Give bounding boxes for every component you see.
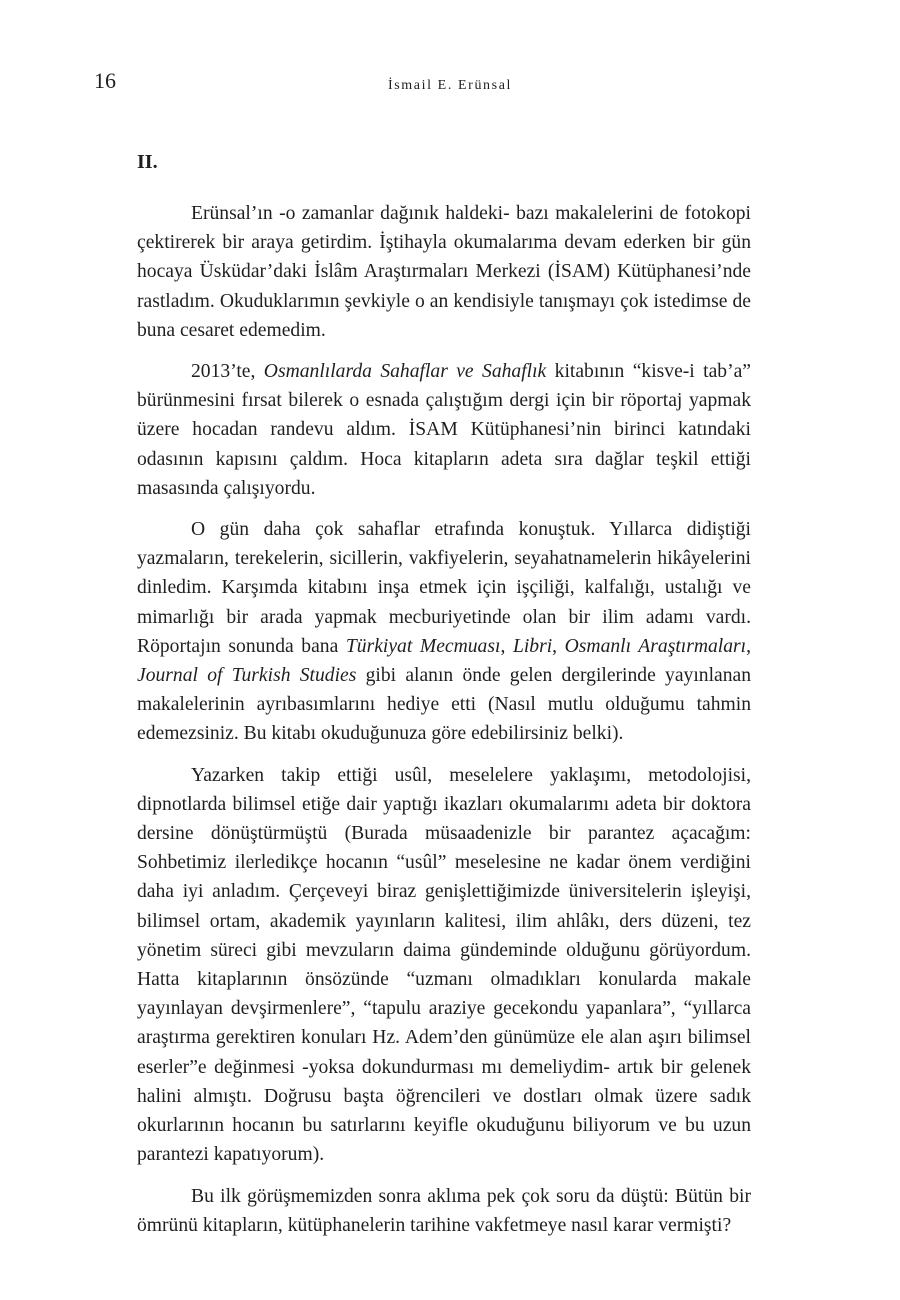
text-run: kitabının “kisve-i tab’a” bürünmesini fırsat bilerek o esnada çalıştığım dergi için bir röportaj yapmak üzere hocadan randevu aldım. İSAM Kütüphanesi’nin birinci katındaki odasının kapısını çaldım. Hoca kitapların adeta sıra dağlar teşkil ettiği masasında çalışıyordu.	[137, 361, 751, 499]
paragraph-2	[137, 357, 751, 503]
paragraph-3	[137, 515, 751, 749]
text-run: Yazarken takip ettiği usûl, meselelere yaklaşımı, metodolojisi, dipnotlarda bilimsel etiğe dair yaptığı ikazları okumalarımı adeta bir doktora dersine dönüştürmüştü (Burada müsaadenizle bir parantez açacağım: Sohbetimiz ilerledikçe hocanın “usûl” meselesine ne kadar önem verdiğini daha iyi anladım. Çerçeveyi biraz genişlettiğimizde üniversitelerin işleyişi, bilimsel ortam, akademik yayınların kalitesi, ilim ahlâkı, ders düzeni, tez yönetim süreci gibi mevzuların daima gündeminde olduğunu görüyordum. Hatta kitaplarının önsözünde “uzmanı olmadıkları konularda makale yayınlayan devşirmenlere”, “tapulu araziye gecekondu yapanlara”, “yıllarca araştırma gerektiren konuları Hz. Adem’den günümüze ele alan aşırı bilimsel eserler”e değinmesi -yoksa dokundurması mı demeliydim- artık bir gelenek halini almıştı. Doğrusu başta öğrencileri ve dostları olmak üzere sadık okurlarının hocanın bu satırlarını keyifle okuduğunu biliyorum ve bu uzun parantezi kapatıyorum).	[137, 764, 751, 1166]
text-run: gibi alanın önde gelen dergilerinde yayınlanan makalelerinin ayrıbasımlarını hediye etti (Nasıl mutlu olduğumu tahmin edemezsiniz. Bu kitabı okuduğunuza göre edebilirsiniz belki).	[137, 665, 752, 745]
journal-title-italic: Türkiyat Mecmuası	[345, 635, 501, 657]
text-run: Bu ilk görüşmemizden sonra aklıma pek çok soru da düştü: Bütün bir ömrünü kitapların, kütüphanelerin tarihine vakfetmeye nasıl karar vermişti?	[137, 1185, 751, 1236]
journal-title-italic: Libri	[512, 635, 553, 657]
paragraph-4	[137, 761, 751, 1170]
journal-title-italic: Osmanlı Araştırmaları	[564, 635, 747, 657]
journal-title-italic: Journal of Turkish Studies	[137, 665, 357, 687]
text-run: ,	[552, 635, 565, 657]
book-title-italic: Osmanlılarda Sahaflar ve Sahaflık	[263, 361, 547, 383]
text-run: Erünsal’ın -o zamanlar dağınık haldeki- bazı makalelerini de fotokopi çektirerek bir araya getirdim. İştihayla okumalarıma devam ederken bir gün hocaya Üsküdar’daki İslâm Araştırmaları Merkezi (İSAM) Kütüphanesi’nde rastladım. Okuduklarımın şevkiyle o an kendisiyle tanışmayı çok istedimse de buna cesaret edemedim.	[137, 203, 751, 341]
paragraph-5	[137, 1182, 751, 1240]
running-header-author: İsmail E. Erünsal	[387, 78, 512, 93]
paragraph-1	[137, 199, 751, 345]
text-run: ,	[500, 635, 513, 657]
body-text	[137, 147, 751, 1252]
text-run: O gün daha çok sahaflar etrafında konuştuk. Yıllarca didiştiği yazmaların, terekelerin, sicillerin, vakfiyelerin, seyahatnamelerin hikâyelerini dinledim. Karşımda kitabını inşa etmek için işçiliği, kalfalığı, ustalığı ve mimarlığı bir arada yapmak mecburiyetinde olan bir ilim adamı vardı. Röportajın sonunda bana	[137, 519, 751, 657]
page-number: 16	[94, 68, 116, 93]
text-run: 2013’te,	[191, 361, 264, 383]
section-heading: II.	[137, 151, 158, 173]
text-run: ,	[746, 635, 751, 657]
